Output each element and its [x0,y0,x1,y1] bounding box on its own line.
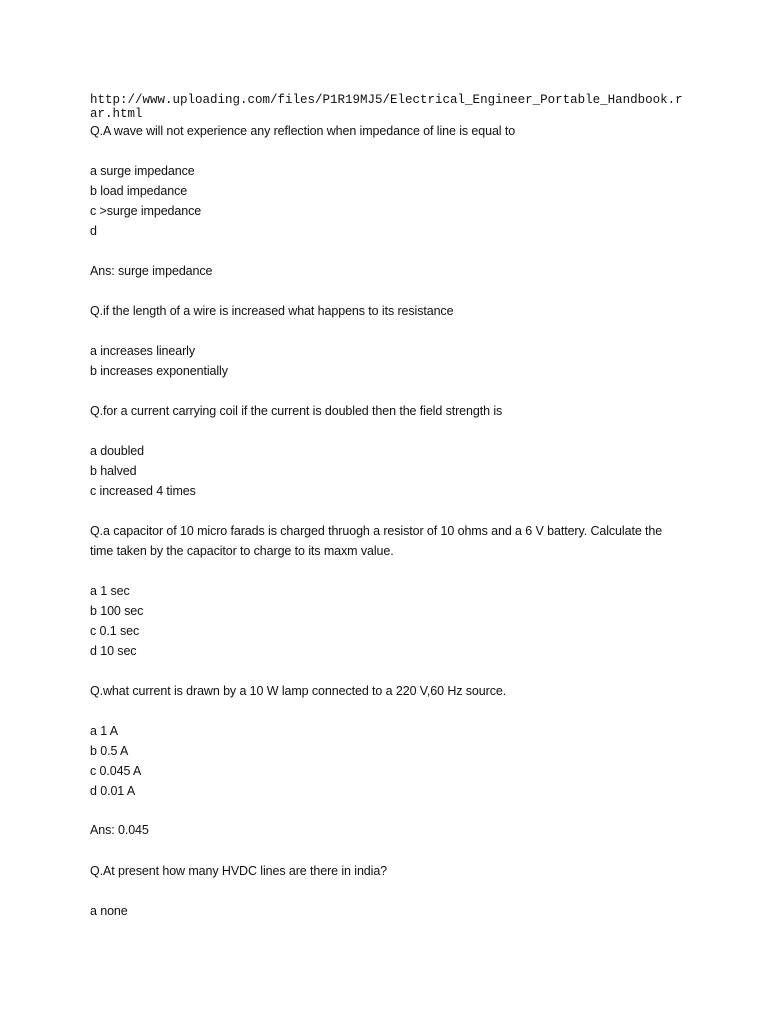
question-4-option-c: c 0.1 sec [90,624,140,638]
question-5-option-a: a 1 A [90,724,118,738]
question-5-text: Q.what current is drawn by a 10 W lamp connected to a 220 V,60 Hz source. [90,684,507,698]
question-5-option-d: d 0.01 A [90,784,136,798]
question-3-text: Q.for a current carrying coil if the current is doubled then the field strength is [90,404,503,418]
question-3-option-c: c increased 4 times [90,484,196,498]
question-6-option-a: a none [90,904,128,918]
question-1-option-d: d [90,224,97,238]
question-2-option-b: b increases exponentially [90,364,228,378]
question-6-text: Q.At present how many HVDC lines are there in india? [90,864,388,878]
question-1-option-c: c >surge impedance [90,204,202,218]
question-4-text-line-2: time taken by the capacitor to charge to its maxm value. [90,544,394,558]
question-5-option-b: b 0.5 A [90,744,129,758]
question-5-answer: Ans: 0.045 [90,823,149,837]
question-2-option-a: a increases linearly [90,344,195,358]
question-3-option-b: b halved [90,464,137,478]
question-1-answer: Ans: surge impedance [90,264,213,278]
question-1-text: Q.A wave will not experience any reflection when impedance of line is equal to [90,124,516,138]
question-5-option-c: c 0.045 A [90,764,142,778]
question-1-option-a: a surge impedance [90,164,195,178]
question-4-text-line-1: Q.a capacitor of 10 micro farads is charged thruogh a resistor of 10 ohms and a 6 V battery. Calculate the [90,524,663,538]
question-4-option-b: b 100 sec [90,604,144,618]
source-url: http://www.uploading.com/files/P1R19MJ5/Electrical_Engineer_Portable_Handbook.rar.html [90,93,683,121]
question-3-option-a: a doubled [90,444,145,458]
question-2-text: Q.if the length of a wire is increased what happens to its resistance [90,304,454,318]
question-1-option-b: b load impedance [90,184,188,198]
question-4-option-a: a 1 sec [90,584,130,598]
question-4-option-d: d 10 sec [90,644,137,658]
